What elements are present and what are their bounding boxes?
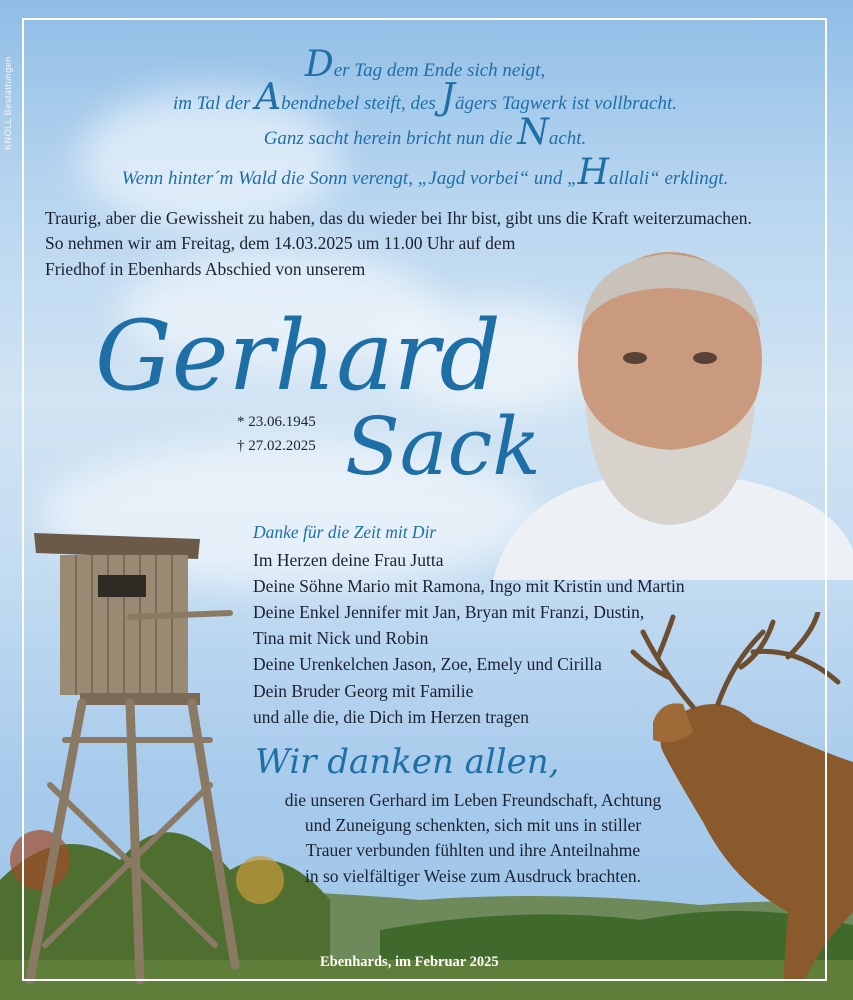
intro-line: So nehmen wir am Freitag, dem 14.03.2025 um 11.00 Uhr auf dem [45, 233, 516, 253]
place-date: Ebenhards, im Februar 2025 [320, 954, 499, 970]
poem-line-3: Ganz sacht herein bricht nun die Nacht. [263, 112, 587, 153]
poem-initial: H [577, 152, 610, 193]
family-line: Im Herzen deine Frau Jutta [253, 550, 444, 570]
thanks-heading: Danke für die Zeit mit Dir [253, 522, 437, 542]
intro-line: Traurig, aber die Gewissheit zu haben, das du wieder bei Ihr bist, gibt uns die Kraft weiterzumachen. [45, 208, 752, 228]
intro-line: Friedhof in Ebenhards Abschied von unserem [45, 259, 366, 279]
family-line: und alle die, die Dich im Herzen tragen [253, 707, 530, 727]
poem-line-2: im Tal der Abendnebel steift, des Jägers Tagwerk ist vollbracht. [172, 77, 677, 118]
first-name: Gerhard [95, 300, 501, 412]
thanks-all-heading: Wir danken allen, [255, 742, 560, 782]
family-line: Dein Bruder Georg mit Familie [253, 681, 474, 701]
closing-line: in so vielfältiger Weise zum Ausdruck brachten. [304, 866, 642, 886]
closing-line: Trauer verbunden fühlten und ihre Anteilnahme [305, 840, 641, 860]
poem-line-4: Wenn hinter´m Wald die Sonn verengt, „Jagd vorbei“ und „Hallali“ erklingt. [121, 152, 729, 193]
poem-initial: J [440, 77, 455, 118]
closing-line: und Zuneigung schenkten, sich mit uns in stiller [304, 815, 642, 835]
poem-initial: D [304, 44, 334, 85]
poem-line-1: Der Tag dem Ende sich neigt, [304, 44, 546, 85]
poem-initial: N [517, 112, 549, 153]
family-line: Deine Söhne Mario mit Ramona, Ingo mit Kristin und Martin [253, 576, 685, 596]
last-name: Sack [345, 400, 541, 493]
poem-initial: A [255, 77, 282, 118]
birth-date: * 23.06.1945 [237, 414, 316, 430]
family-line: Deine Urenkelchen Jason, Zoe, Emely und Cirilla [253, 654, 602, 674]
credit-label: KNOLL Bestattungen [3, 56, 13, 150]
death-date: † 27.02.2025 [237, 438, 316, 454]
family-line: Deine Enkel Jennifer mit Jan, Bryan mit Franzi, Dustin, [253, 602, 645, 622]
family-line: Tina mit Nick und Robin [253, 628, 429, 648]
closing-line: die unseren Gerhard im Leben Freundschaft, Achtung [284, 790, 662, 810]
